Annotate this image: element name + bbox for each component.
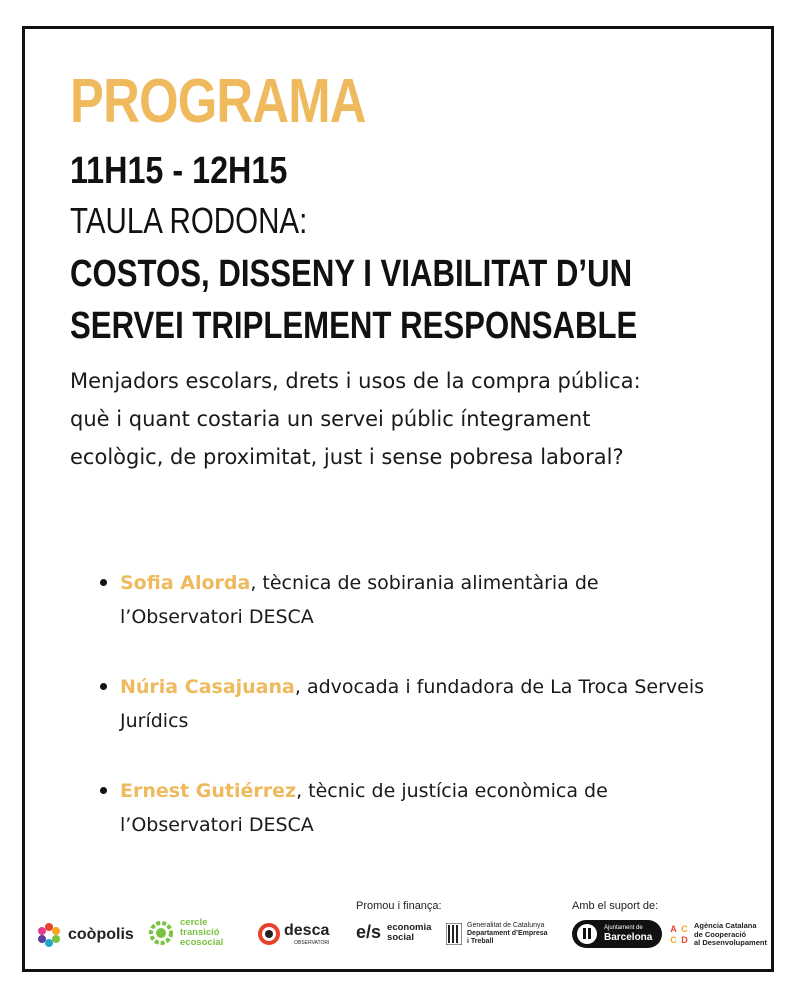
generalitat-icon	[446, 923, 462, 945]
suport-label: Amb el suport de:	[572, 900, 659, 912]
generalitat-text	[467, 922, 548, 946]
session-title-line: SERVEI TRIPLEMENT RESPONSABLE	[70, 305, 638, 347]
accd-text-line: Agència Catalana	[694, 921, 757, 930]
promou-label: Promou i finança:	[356, 900, 442, 912]
bullet-icon	[100, 683, 107, 690]
session-title	[70, 248, 637, 352]
coopolis-logo	[36, 922, 134, 948]
generalitat-text-line: Departament d’Empresa	[467, 930, 548, 937]
desca-name: desca	[284, 922, 330, 939]
cercle-text-line: ecosocial	[180, 937, 224, 948]
session-title-line: COSTOS, DISSENY I VIABILITAT D’UN	[70, 253, 633, 295]
accd-icon	[668, 924, 690, 946]
economia-text	[387, 923, 431, 943]
session-type: TAULA RODONA:	[70, 200, 308, 241]
cercle-text-line: transició	[180, 927, 220, 938]
coopolis-icon	[36, 922, 62, 948]
session-time: 11H15 - 12H15	[70, 150, 288, 192]
generalitat-logo	[446, 922, 548, 946]
desca-text	[284, 922, 329, 946]
page-heading: PROGRAMA	[70, 67, 366, 136]
accd-mark-letter: C	[681, 923, 688, 934]
speaker-role: , tècnic de justícia econòmica de l’Observatori DESCA	[120, 780, 608, 836]
accd-text-line: de Cooperació	[694, 929, 747, 939]
accd-text-line: al Desenvolupament	[694, 938, 767, 947]
economia-text-line: economia	[387, 921, 432, 933]
speaker-role: , advocada i fundadora de La Troca Serveis Jurídics	[120, 676, 705, 732]
desca-icon	[258, 923, 280, 945]
session-description: Menjadors escolars, drets i usos de la compra pública: què i quant costaria un servei públic íntegrament ecològic, de proximitat, just i sense pobresa laboral?	[70, 369, 641, 469]
ajuntament-text-line: Ajuntament de	[604, 925, 643, 931]
economia-text-line: social	[387, 931, 414, 943]
ajuntament-text	[604, 925, 652, 943]
generalitat-text-line: i Treball	[467, 938, 494, 945]
cercle-icon	[146, 918, 176, 948]
accd-mark-letter: A	[670, 923, 677, 934]
speaker-item	[100, 566, 710, 634]
speaker-role: , tècnica de sobirania alimentària de l’Observatori DESCA	[120, 572, 599, 628]
coopolis-text: coòpolis	[68, 926, 134, 943]
es-icon: e/s	[356, 922, 382, 942]
accd-mark-letter: D	[681, 934, 688, 945]
ajuntament-shield-icon	[576, 923, 598, 945]
economia-social-logo	[356, 922, 431, 943]
speaker-item	[100, 670, 710, 738]
speaker-item	[100, 774, 710, 842]
cercle-logo	[146, 918, 223, 948]
ajuntament-logo	[572, 920, 662, 948]
desca-logo	[258, 922, 329, 946]
accd-logo	[668, 922, 767, 948]
speaker-name: Sofia Alorda	[120, 572, 251, 594]
speaker-list	[100, 566, 710, 878]
ajuntament-text-line: Barcelona	[604, 932, 653, 943]
desca-sub: OBSERVATORI	[294, 940, 330, 946]
accd-text	[694, 922, 767, 948]
accd-mark-letter: C	[670, 934, 677, 945]
speaker-name: Ernest Gutiérrez	[120, 780, 297, 802]
speaker-name: Núria Casajuana	[120, 676, 295, 698]
generalitat-text-line: Generalitat de Catalunya	[467, 922, 545, 929]
bullet-icon	[100, 787, 107, 794]
cercle-text-line: cercle	[180, 917, 208, 928]
bullet-icon	[100, 579, 107, 586]
cercle-text	[180, 918, 223, 948]
